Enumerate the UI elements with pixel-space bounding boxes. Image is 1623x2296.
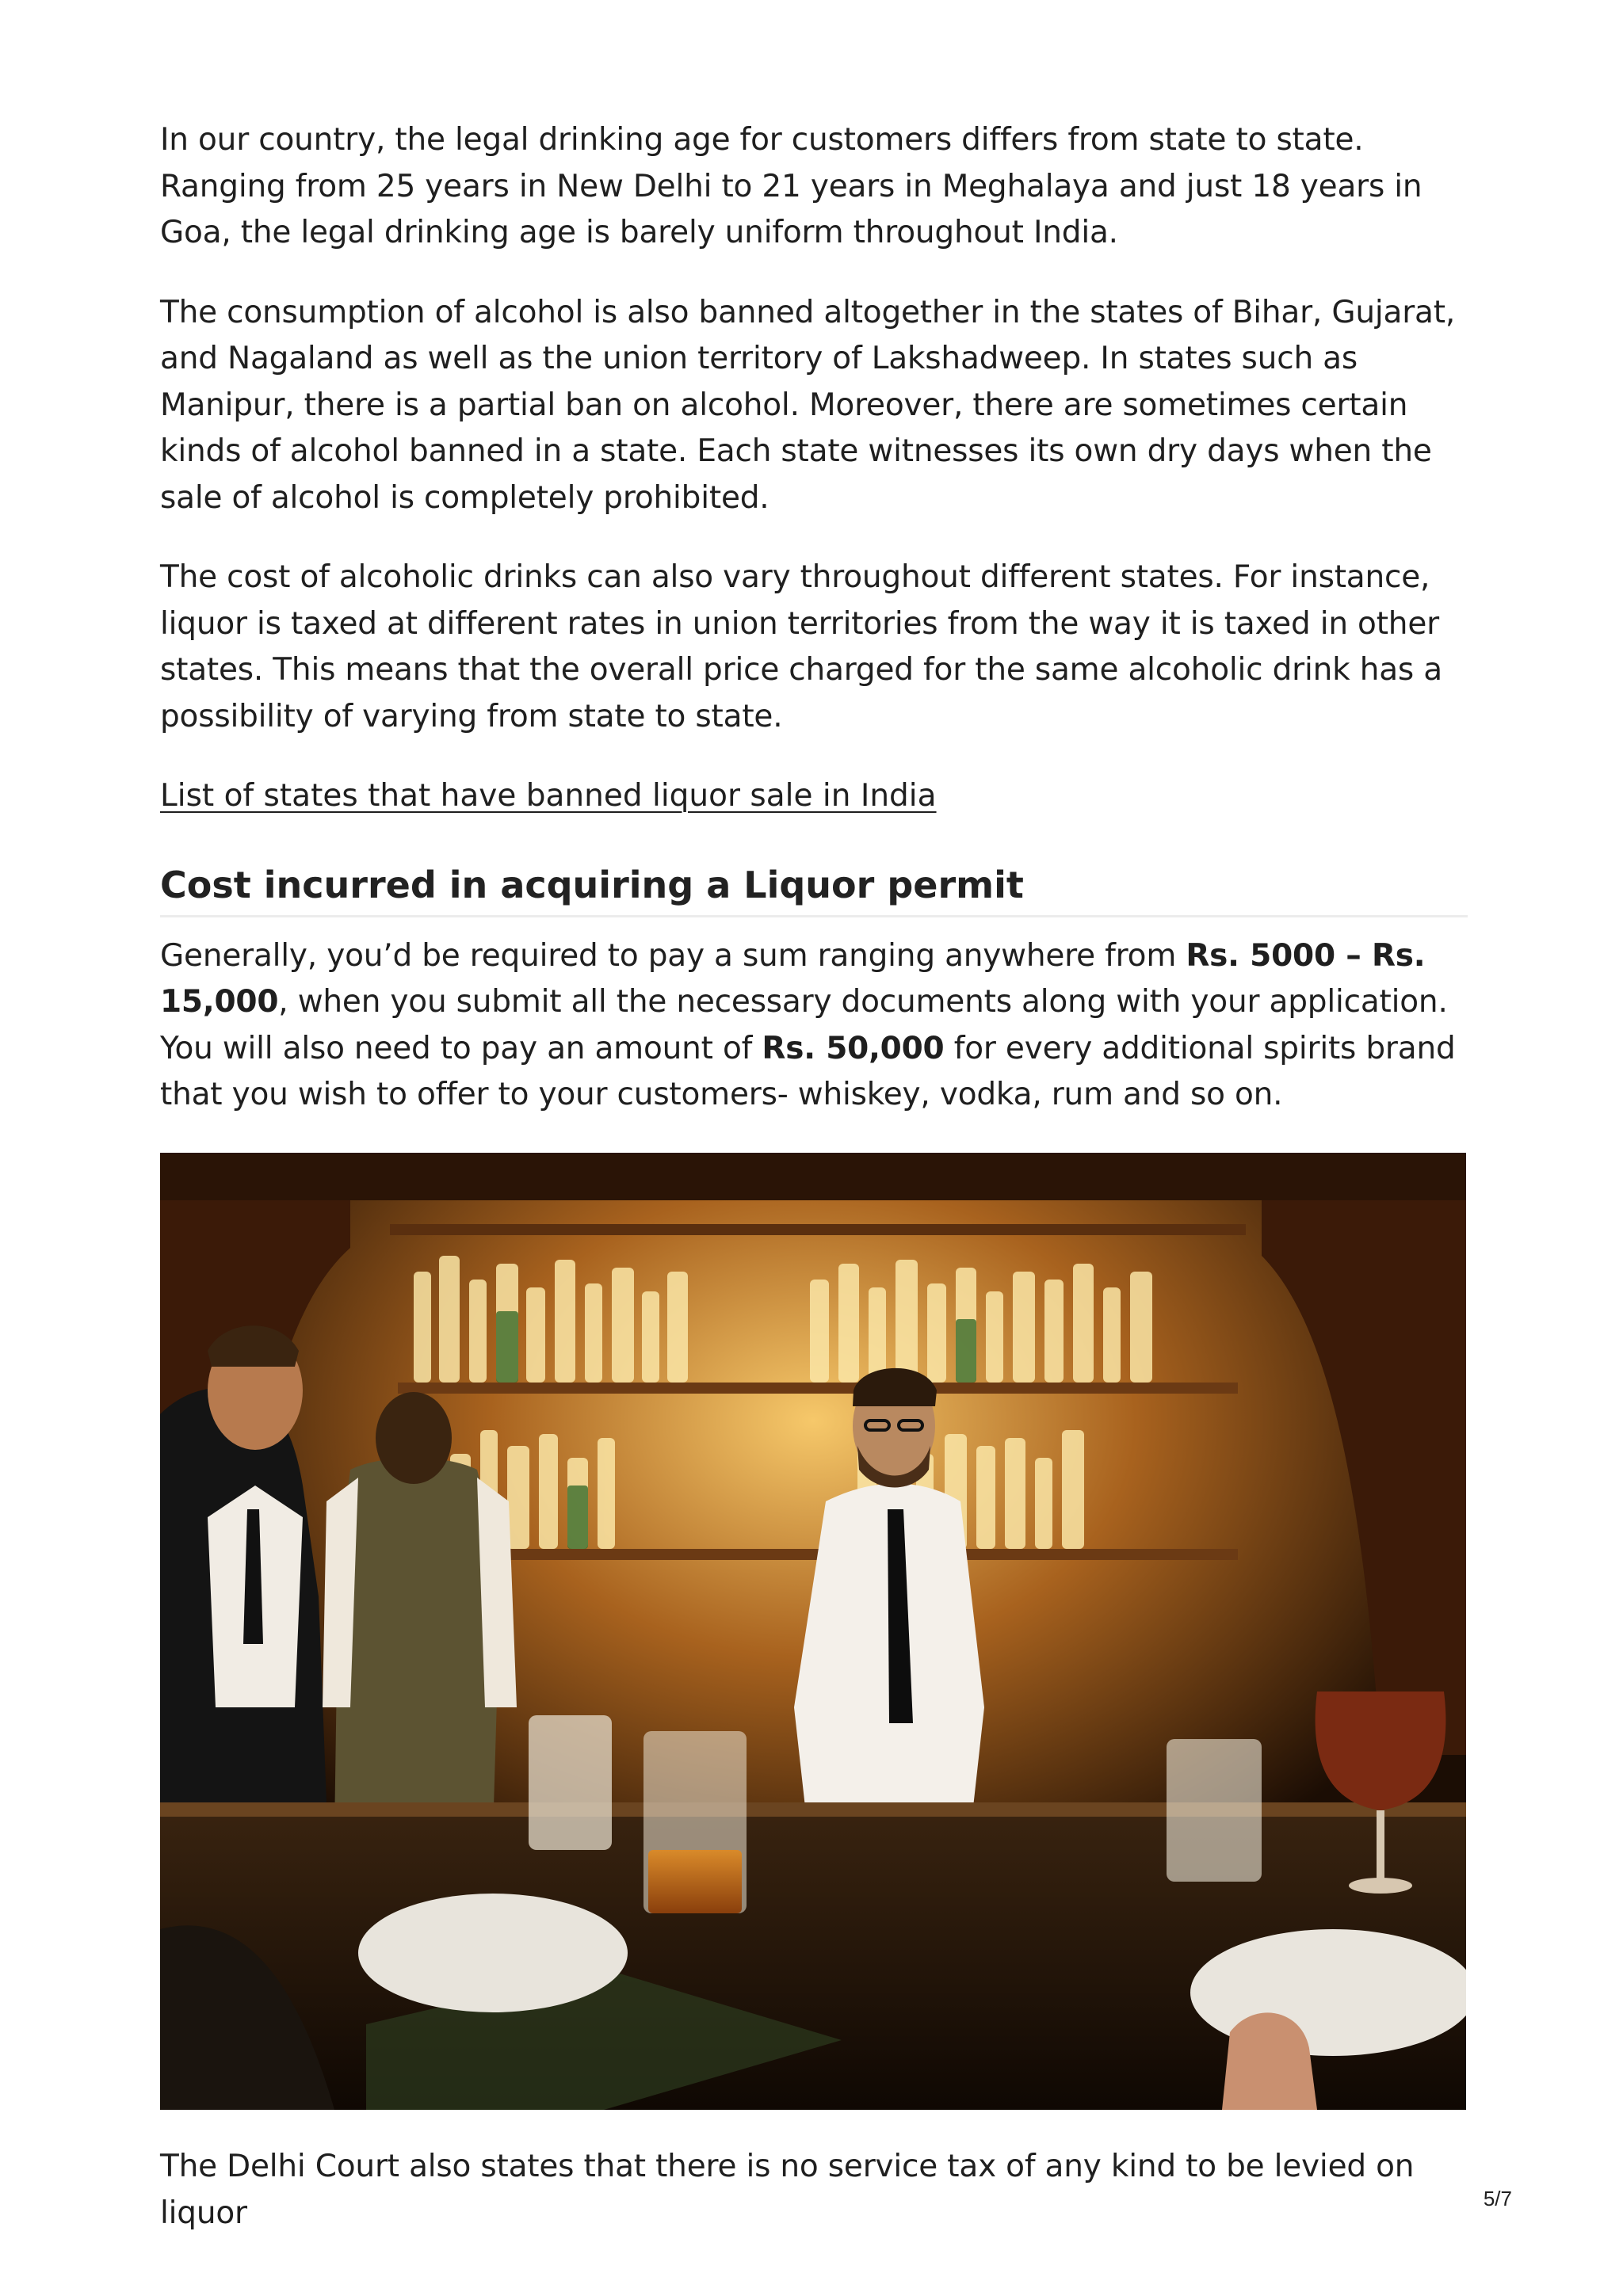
section-heading: Cost incurred in acquiring a Liquor permit: [160, 863, 1024, 906]
page-number: 5/7: [1483, 2187, 1512, 2210]
paragraph-permit-cost: [160, 933, 1468, 1119]
paragraph-alcohol-bans: The consumption of alcohol is also banned altogether in the states of Bihar, Gujarat, and Nagaland as well as the union territory of Lakshadweep. In states such as Manipur, there is a partial ban on alcohol. Moreover, there are sometimes certain kinds of alcohol banned in a state. Each state witnesses its own dry days when the sale of alcohol is completely prohibited.: [160, 294, 1456, 516]
heading-divider: [160, 915, 1468, 917]
permit-text-part2: , when you submit all the necessary documents along with your application. You will also need to pay an amount of: [160, 984, 1448, 1066]
bar-photo: [160, 1153, 1466, 2110]
brand-fee-amount: Rs. 50,000: [762, 1030, 945, 1066]
paragraph-service-tax: The Delhi Court also states that there is no service tax of any kind to be levied on liquor: [160, 2149, 1415, 2231]
bar-scene-illustration: [160, 1153, 1466, 2110]
permit-text-part3: for every additional spirits brand that you wish to offer to your customers- whiskey, vodka, rum and so on.: [160, 1030, 1456, 1112]
permit-text-part1: Generally, you’d be required to pay a sum ranging anywhere from: [160, 937, 1186, 974]
banned-states-link[interactable]: List of states that have banned liquor sale in India: [160, 778, 937, 814]
paragraph-drinking-age: In our country, the legal drinking age for customers differs from state to state. Ranging from 25 years in New Delhi to 21 years in Meghalaya and just 18 years in Goa, the legal drinking age is barely uniform throughout India.: [160, 122, 1423, 250]
article-content: [160, 117, 1468, 1152]
paragraph-cost-variation: The cost of alcoholic drinks can also vary throughout different states. For instance, liquor is taxed at different rates in union territories from the way it is taxed in other states. This means that the overall price charged for the same alcoholic drink has a possibility of varying from state to state.: [160, 559, 1442, 734]
permit-fee-range: Rs. 5000 – Rs. 15,000: [160, 937, 1426, 1020]
